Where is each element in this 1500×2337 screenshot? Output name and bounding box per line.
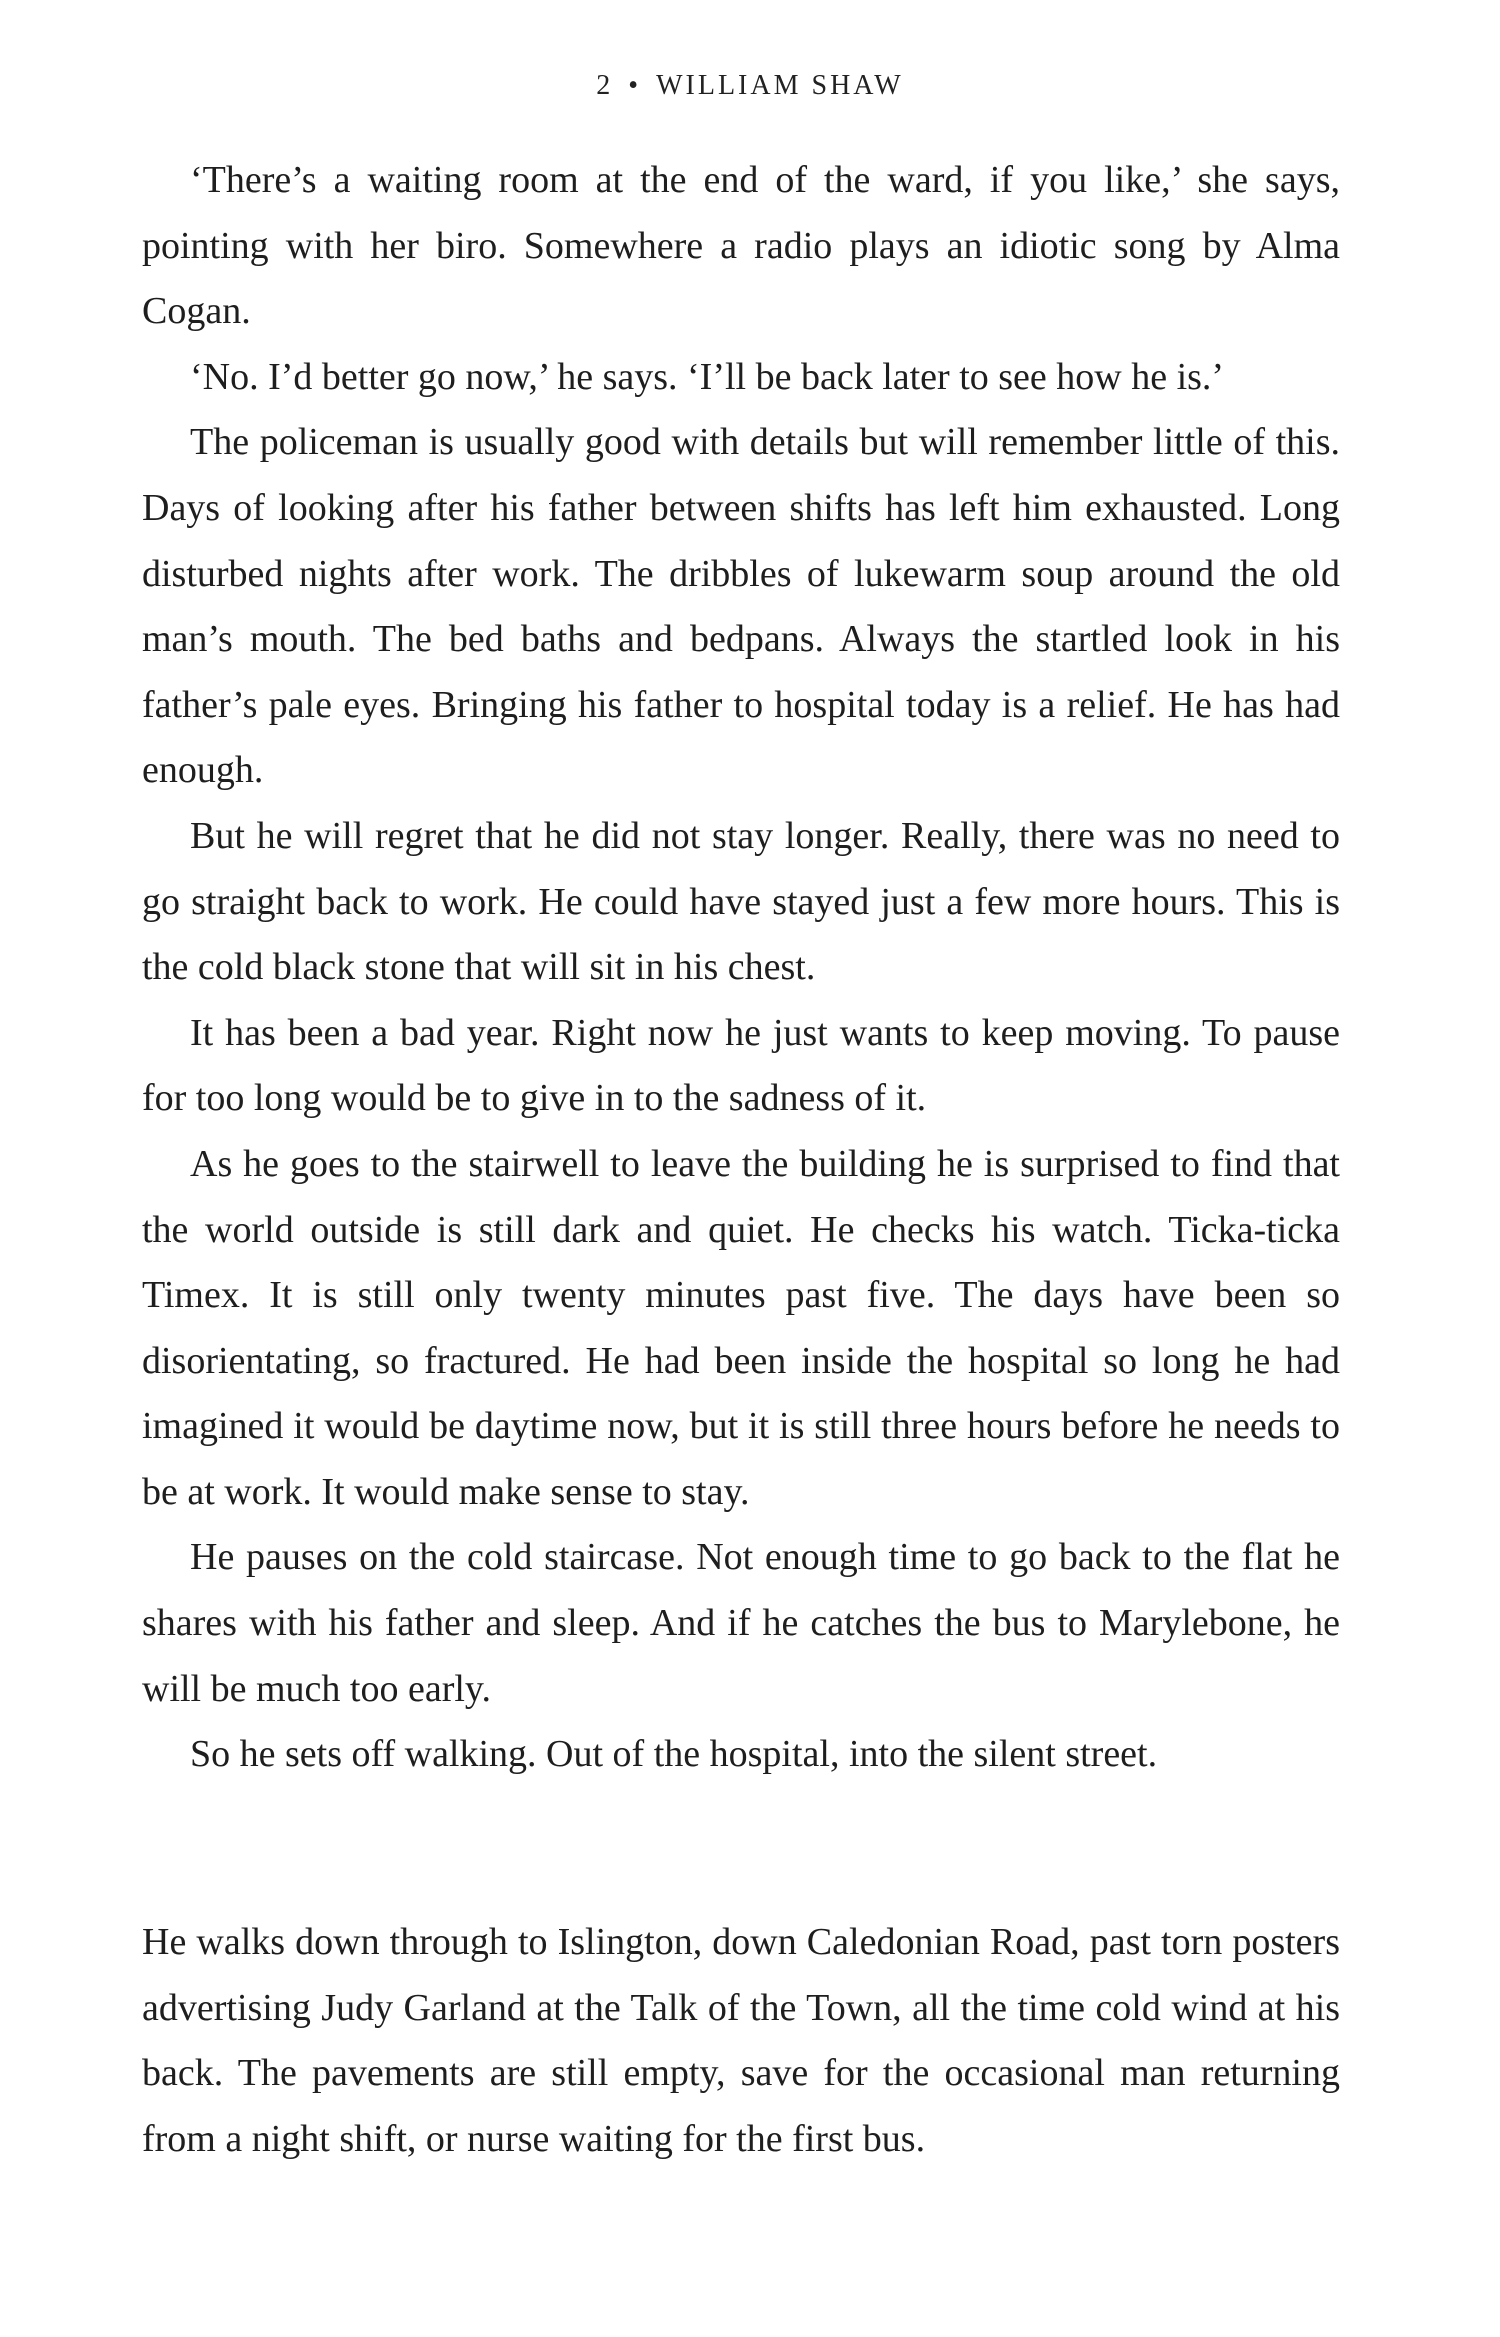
paragraph-5: It has been a bad year. Right now he just wants to keep moving. To pause for too long would be to give in to the sadness of it. xyxy=(142,1011,1340,1120)
paragraph-7: He pauses on the cold staircase. Not enough time to go back to the flat he shares with his father and sleep. And if he catches the bus to Marylebone, he will be much too early. xyxy=(142,1536,1340,1710)
author-name: WILLIAM SHAW xyxy=(656,70,904,101)
paragraph-9: He walks down through to Islington, down Caledonian Road, past torn posters advertising Judy Garland at the Talk of the Town, all the time cold wind at his back. The pavements are still empty, save for the occasional man returning from a night shift, or nurse waiting for the first bus. xyxy=(142,1921,1340,2160)
header-separator: • xyxy=(628,70,639,101)
text-block-main xyxy=(142,148,1340,1788)
paragraph-4: But he will regret that he did not stay longer. Really, there was no need to go straight back to work. He could have stayed just a few more hours. This is the cold black stone that will sit in his chest. xyxy=(142,814,1340,989)
running-head xyxy=(0,70,1500,102)
paragraph-6: As he goes to the stairwell to leave the building he is surprised to find that the world outside is still dark and quiet. He checks his watch. Ticka-ticka Timex. It is still only twenty minutes past five. The days have been so disorientating, so fractured. He had been inside the hospital so long he had imagined it would be daytime now, but it is still three hours before he needs to be at work. It would make sense to stay. xyxy=(142,1142,1340,1513)
paragraph-8: So he sets off walking. Out of the hospital, into the silent street. xyxy=(190,1733,1158,1776)
paragraph-1: ‘There’s a waiting room at the end of the ward, if you like,’ she says, pointing with her biro. Somewhere a radio plays an idiotic song by Alma Cogan. xyxy=(142,159,1340,333)
paragraph-3: The policeman is usually good with details but will remember little of this. Days of looking after his father between shifts has left him exhausted. Long disturbed nights after work. The dribbles of lukewarm soup around the old man’s mouth. The bed baths and bedpans. Always the startled look in his father’s pale eyes. Bringing his father to hospital today is a relief. He has had enough. xyxy=(142,421,1340,792)
text-block-section-break xyxy=(142,1910,1340,2172)
page-number: 2 xyxy=(596,70,611,101)
paragraph-2: ‘No. I’d better go now,’ he says. ‘I’ll be back later to see how he is.’ xyxy=(190,355,1225,398)
